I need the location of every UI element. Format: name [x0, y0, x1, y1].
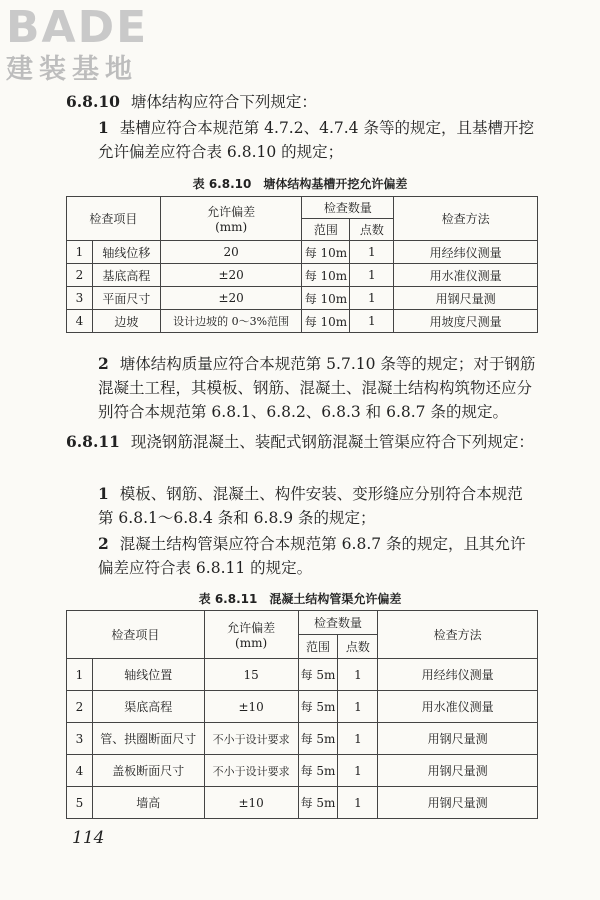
cell-range: 每 5m [298, 755, 338, 787]
clause-6-8-11-item-2 [66, 532, 538, 580]
page-number: 114 [72, 828, 105, 848]
cell-method: 用经纬仪测量 [378, 659, 538, 691]
cell-points: 1 [338, 691, 378, 723]
header-item: 检查项目 [67, 611, 205, 659]
item-number: 1 [98, 484, 109, 503]
watermark-main: BADE [6, 2, 149, 53]
table-row [67, 264, 538, 287]
table-6-8-10-caption: 表 6.8.10 塘体结构基槽开挖允许偏差 [192, 177, 408, 191]
table-row [67, 659, 538, 691]
cell-method: 用坡度尺测量 [394, 310, 538, 333]
cell-points: 1 [350, 241, 394, 264]
cell-no: 1 [67, 659, 93, 691]
cell-item: 基底高程 [92, 264, 160, 287]
cell-points: 1 [338, 723, 378, 755]
cell-tolerance: ±10 [204, 691, 298, 723]
clause-6-8-11-item-1 [66, 482, 538, 530]
cell-item: 管、拱圈断面尺寸 [92, 723, 204, 755]
header-tolerance [160, 197, 302, 241]
header-points: 点数 [338, 635, 378, 659]
cell-item: 渠底高程 [92, 691, 204, 723]
table-row [67, 691, 538, 723]
cell-no: 3 [67, 287, 93, 310]
cell-tolerance: 20 [160, 241, 302, 264]
watermark-logo [6, 4, 148, 86]
clause-number: 6.8.11 [66, 432, 120, 451]
cell-no: 3 [67, 723, 93, 755]
cell-item: 轴线位移 [92, 241, 160, 264]
cell-method: 用钢尺量测 [378, 755, 538, 787]
item-text: 混凝土结构管渠应符合本规范第 6.8.7 条的规定，且其允许偏差应符合表 6.8.11 的规定。 [98, 535, 526, 577]
table-6-8-11 [66, 610, 538, 819]
cell-range: 每 10m [302, 241, 350, 264]
cell-points: 1 [338, 659, 378, 691]
header-method: 检查方法 [378, 611, 538, 659]
item-number: 1 [98, 118, 109, 137]
cell-range: 每 5m [298, 691, 338, 723]
cell-tolerance: ±10 [204, 787, 298, 819]
header-range: 范围 [302, 219, 350, 241]
header-points: 点数 [350, 219, 394, 241]
table-6-8-10 [66, 196, 538, 333]
clause-text: 塘体结构应符合下列规定： [130, 93, 317, 111]
cell-tolerance: ±20 [160, 287, 302, 310]
cell-range: 每 10m [302, 264, 350, 287]
cell-points: 1 [350, 310, 394, 333]
header-quantity: 检查数量 [298, 611, 378, 635]
cell-points: 1 [338, 787, 378, 819]
cell-no: 2 [67, 264, 93, 287]
cell-tolerance: 不小于设计要求 [204, 755, 298, 787]
header-range: 范围 [298, 635, 338, 659]
cell-no: 4 [67, 310, 93, 333]
header-tolerance-unit: (mm) [215, 220, 248, 234]
cell-points: 1 [338, 755, 378, 787]
table-row [67, 287, 538, 310]
clause-6-8-11-heading [66, 430, 536, 454]
cell-range: 每 10m [302, 287, 350, 310]
cell-no: 5 [67, 787, 93, 819]
cell-range: 每 10m [302, 310, 350, 333]
cell-item: 平面尺寸 [92, 287, 160, 310]
clause-6-8-10-heading [66, 90, 536, 114]
watermark-sub: 建装基地 [6, 54, 138, 85]
cell-points: 1 [350, 264, 394, 287]
header-tolerance-label: 允许偏差 [227, 621, 276, 635]
item-text: 塘体结构质量应符合本规范第 5.7.10 条等的规定；对于钢筋混凝土工程，其模板、钢筋、混凝土、混凝土结构构筑物还应分别符合本规范第 6.8.1、6.8.2、6.8.3 和 6.8.7 条的规定。 [98, 355, 536, 421]
header-tolerance [204, 611, 298, 659]
item-text: 模板、钢筋、混凝土、构件安装、变形缝应分别符合本规范第 6.8.1～6.8.4 条和 6.8.9 条的规定； [98, 485, 523, 527]
cell-points: 1 [350, 287, 394, 310]
cell-item: 盖板断面尺寸 [92, 755, 204, 787]
cell-item: 轴线位置 [92, 659, 204, 691]
cell-tolerance: ±20 [160, 264, 302, 287]
cell-item: 边坡 [92, 310, 160, 333]
cell-range: 每 5m [298, 787, 338, 819]
item-number: 2 [98, 354, 109, 373]
item-number: 2 [98, 534, 109, 553]
cell-range: 每 5m [298, 659, 338, 691]
cell-tolerance: 不小于设计要求 [204, 723, 298, 755]
table-row [67, 787, 538, 819]
cell-method: 用水准仪测量 [394, 264, 538, 287]
table-row [67, 755, 538, 787]
cell-range: 每 5m [298, 723, 338, 755]
cell-tolerance: 设计边坡的 0～3%范围 [160, 310, 302, 333]
table-row [67, 310, 538, 333]
clause-6-8-10-item-2 [66, 352, 538, 424]
header-tolerance-unit: (mm) [235, 636, 268, 650]
header-item: 检查项目 [67, 197, 161, 241]
clause-number: 6.8.10 [66, 92, 120, 111]
table-row [67, 241, 538, 264]
cell-method: 用经纬仪测量 [394, 241, 538, 264]
clause-text: 现浇钢筋混凝土、装配式钢筋混凝土管渠应符合下列规定： [130, 433, 534, 451]
header-tolerance-label: 允许偏差 [207, 205, 256, 219]
cell-method: 用钢尺量测 [378, 723, 538, 755]
header-quantity: 检查数量 [302, 197, 394, 219]
header-method: 检查方法 [394, 197, 538, 241]
cell-no: 2 [67, 691, 93, 723]
table-row [67, 723, 538, 755]
cell-method: 用钢尺量测 [394, 287, 538, 310]
cell-tolerance: 15 [204, 659, 298, 691]
item-text: 基槽应符合本规范第 4.7.2、4.7.4 条等的规定，且基槽开挖允许偏差应符合表 6.8.10 的规定； [98, 119, 534, 161]
cell-method: 用水准仪测量 [378, 691, 538, 723]
table-6-8-11-caption: 表 6.8.11 混凝土结构管渠允许偏差 [198, 592, 402, 606]
cell-no: 1 [67, 241, 93, 264]
cell-no: 4 [67, 755, 93, 787]
cell-method: 用钢尺量测 [378, 787, 538, 819]
cell-item: 墙高 [92, 787, 204, 819]
clause-6-8-10-item-1 [66, 116, 538, 164]
